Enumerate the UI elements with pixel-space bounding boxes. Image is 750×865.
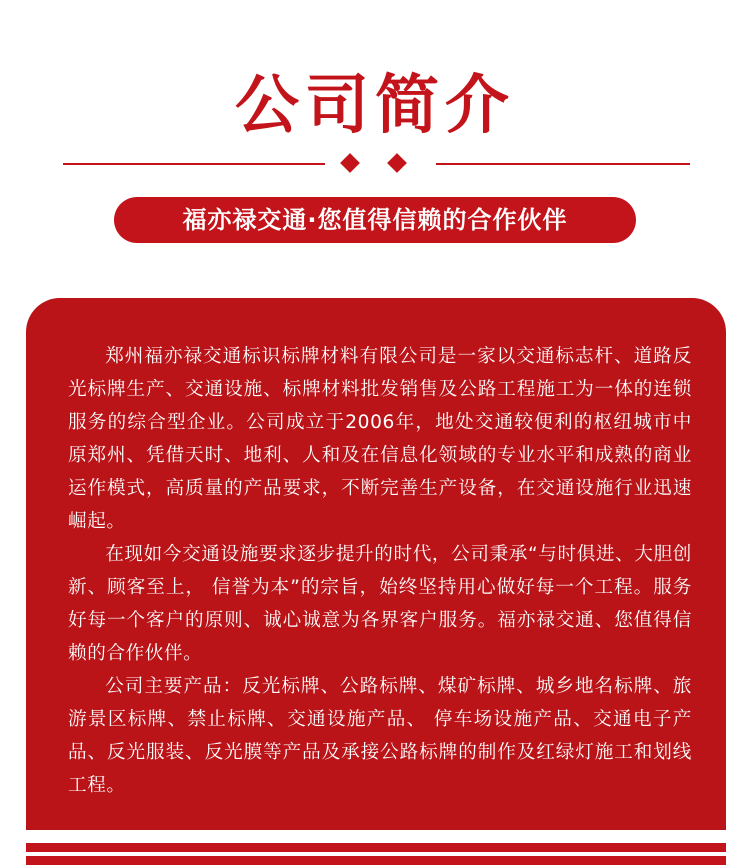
divider-left bbox=[63, 163, 325, 165]
page-title: 公司简介 bbox=[235, 69, 515, 143]
intro-panel bbox=[26, 298, 726, 830]
slogan-banner: 福亦禄交通·您值得信赖的合作伙伴 bbox=[114, 197, 636, 243]
intro-paragraph: 公司主要产品：反光标牌、公路标牌、煤矿标牌、城乡地名标牌、旅游景区标牌、禁止标牌、交通设施产品、 停车场设施产品、交通电子产品、反光服装、反光膜等产品及承接公路标牌的制作及红绿灯施工和划线工程。 bbox=[68, 676, 692, 796]
diamond-icon bbox=[387, 153, 407, 173]
intro-paragraph: 在现如今交通设施要求逐步提升的时代，公司秉承“与时俱进、大胆创新、顾客至上， 信誉为本”的宗旨，始终坚持用心做好每一个工程。服务好每一个客户的原则、诚心诚意为各界客户服务。福亦禄交通、您值得信赖的合作伙伴。 bbox=[68, 544, 692, 664]
diamond-icon bbox=[340, 153, 360, 173]
intro-text bbox=[68, 340, 692, 802]
footer-stripe bbox=[26, 856, 726, 865]
footer-stripe bbox=[26, 843, 726, 852]
intro-paragraph: 郑州福亦禄交通标识标牌材料有限公司是一家以交通标志杆、道路反光标牌生产、交通设施、标牌材料批发销售及公路工程施工为一体的连锁服务的综合型企业。公司成立于2006年，地处交通较便利的枢纽城市中原郑州、凭借天时、地利、人和及在信息化领域的专业水平和成熟的商业运作模式，高质量的产品要求，不断完善生产设备，在交通设施行业迅速崛起。 bbox=[68, 346, 692, 532]
divider-right bbox=[436, 163, 690, 165]
